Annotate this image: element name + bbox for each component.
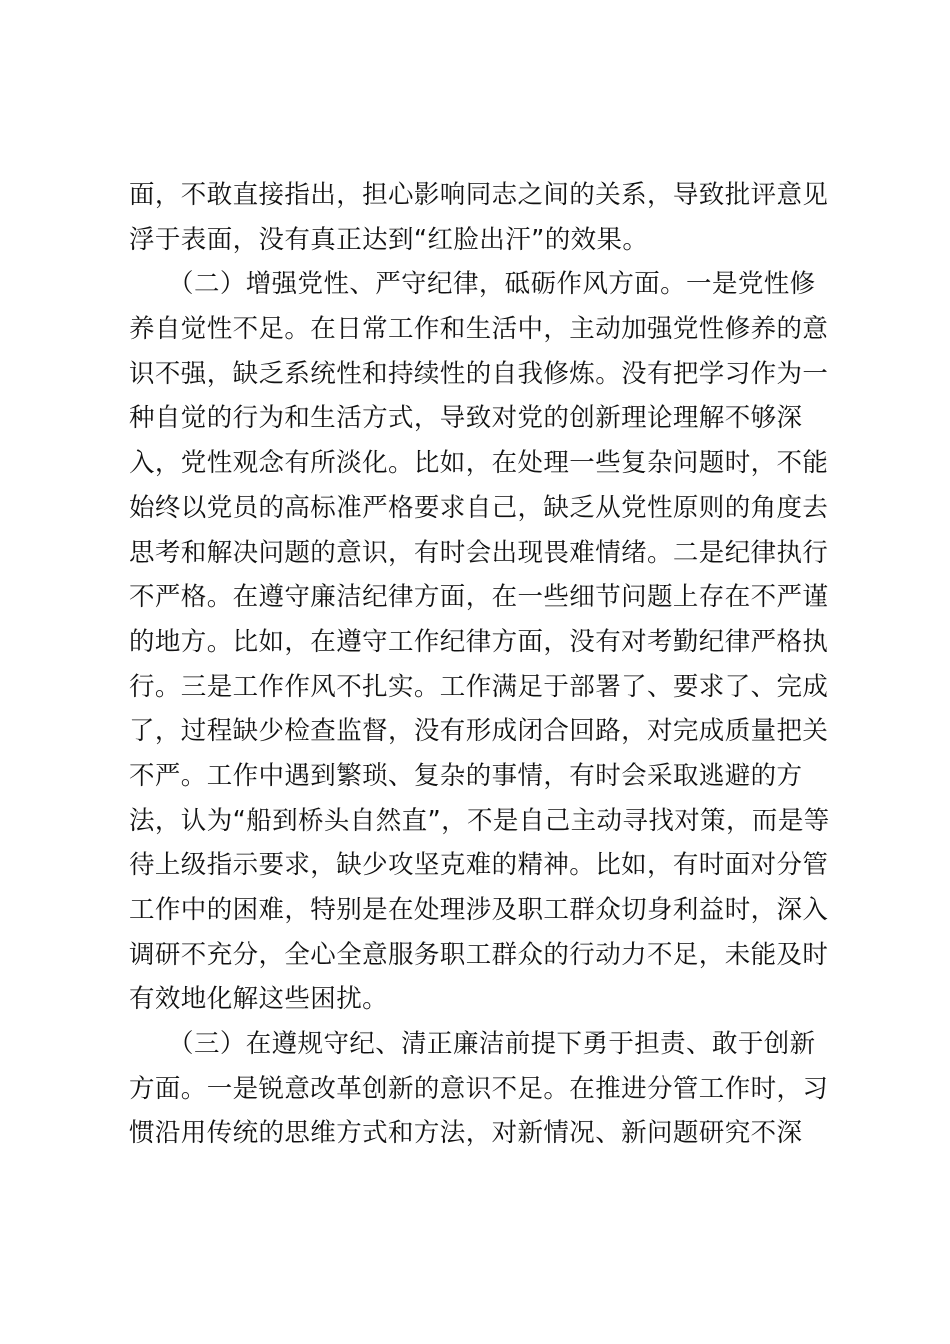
text-line: 识不强，缺乏系统性和持续性的自我修炼。没有把学习作为一 <box>129 358 829 389</box>
text-line: 思考和解决问题的意识，有时会出现畏难情绪。二是纪律执行 <box>129 537 829 568</box>
text-line: 调研不充分，全心全意服务职工群众的行动力不足，未能及时 <box>129 939 829 970</box>
text-line: （三）在遵规守纪、清正廉洁前提下勇于担责、敢于创新 <box>129 1029 816 1060</box>
text-line: 始终以党员的高标准严格要求自己，缺乏从党性原则的角度去 <box>129 492 829 523</box>
text-line: 有效地化解这些困扰。 <box>129 984 389 1015</box>
body-text <box>129 173 830 1156</box>
text-line: 惯沿用传统的思维方式和方法，对新情况、新问题研究不深 <box>129 1118 803 1149</box>
text-line: 入，党性观念有所淡化。比如，在处理一些复杂问题时，不能 <box>129 448 829 479</box>
text-line: 种自觉的行为和生活方式，导致对党的创新理论理解不够深 <box>129 403 803 434</box>
text-line: 的地方。比如，在遵守工作纪律方面，没有对考勤纪律严格执 <box>129 626 829 657</box>
text-line: 方面。一是锐意改革创新的意识不足。在推进分管工作时，习 <box>129 1073 829 1104</box>
text-line: （二）增强党性、严守纪律，砥砺作风方面。一是党性修 <box>129 269 816 300</box>
text-line: 待上级指示要求，缺少攻坚克难的精神。比如，有时面对分管 <box>129 850 829 881</box>
text-line: 面，不敢直接指出，担心影响同志之间的关系，导致批评意见 <box>129 180 829 210</box>
text-line: 行。三是工作作风不扎实。工作满足于部署了、要求了、完成 <box>129 671 829 702</box>
text-line: 养自觉性不足。在日常工作和生活中，主动加强党性修养的意 <box>129 314 829 345</box>
text-line: 浮于表面，没有真正达到“红脸出汗”的效果。 <box>129 224 649 255</box>
text-line: 不严。工作中遇到繁琐、复杂的事情，有时会采取逃避的方 <box>129 760 803 791</box>
text-line: 了，过程缺少检查监督，没有形成闭合回路，对完成质量把关 <box>129 716 829 747</box>
text-line: 法，认为“船到桥头自然直”，不是自己主动寻找对策，而是等 <box>129 805 830 836</box>
text-line: 工作中的困难，特别是在处理涉及职工群众切身利益时，深入 <box>129 895 829 925</box>
text-line: 不严格。在遵守廉洁纪律方面，在一些细节问题上存在不严谨 <box>129 582 829 613</box>
